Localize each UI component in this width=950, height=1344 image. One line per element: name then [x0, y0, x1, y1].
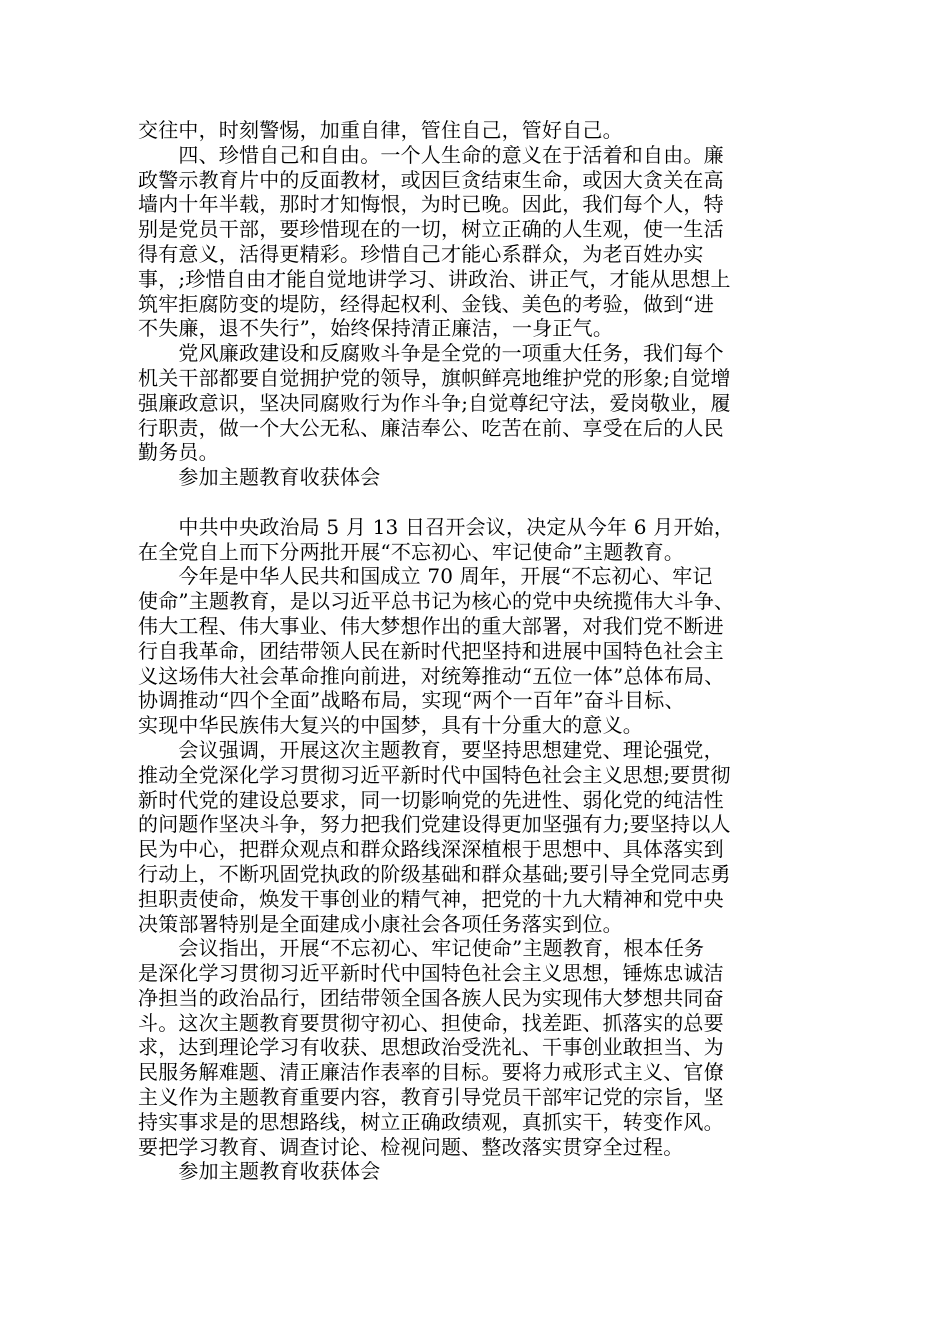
text-line: 担职责使命，焕发干事创业的精气神，把党的十九大精神和党中央	[138, 886, 724, 911]
document-page	[138, 118, 812, 1184]
text-line: 实现中华民族伟大复兴的中国梦，具有十分重大的意义。	[138, 713, 643, 738]
text-line: 推动全党深化学习贯彻习近平新时代中国特色社会主义思想;要贯彻	[138, 762, 731, 787]
section-heading: 参加主题教育收获体会	[138, 1159, 381, 1184]
text-line: 勤务员。	[138, 440, 219, 465]
text-line: 别是党员干部，要珍惜现在的一切，树立正确的人生观，使一生活	[138, 217, 724, 242]
text-line: 政警示教育片中的反面教材，或因巨贪结束生命，或因大贪关在高	[138, 167, 724, 192]
text-line: 强廉政意识，坚决同腐败行为作斗争;自觉尊纪守法，爱岗敬业，履	[138, 390, 731, 415]
text-line: 今年是中华人民共和国成立 70 周年，开展“不忘初心、牢记	[138, 564, 713, 589]
text-line: 得有意义，活得更精彩。珍惜自己才能心系群众，为老百姓办实	[138, 241, 704, 266]
text-line: 求，达到理论学习有收获、思想政治受洗礼、干事创业敢担当、为	[138, 1035, 724, 1060]
text-line: 会议指出，开展“不忘初心、牢记使命”主题教育，根本任务	[138, 936, 705, 961]
text-line: 持实事求是的思想路线，树立正确政绩观，真抓实干，转变作风。	[138, 1109, 724, 1134]
text-line: 在全党自上而下分两批开展“不忘初心、牢记使命”主题教育。	[138, 539, 685, 564]
text-line: 行自我革命，团结带领人民在新时代把坚持和进展中国特色社会主	[138, 638, 724, 663]
text-line: 义这场伟大社会革命推向前进，对统筹推动“五位一体”总体布局、	[138, 663, 725, 688]
text-line: 新时代党的建设总要求，同一切影响党的先进性、弱化党的纯洁性	[138, 787, 724, 812]
text-line: 机关干部都要自觉拥护党的领导，旗帜鲜亮地维护党的形象;自觉增	[138, 365, 731, 390]
text-line: 行动上，不断巩固党执政的阶级基础和群众基础;要引导全党同志勇	[138, 861, 731, 886]
text-block-1	[138, 118, 812, 490]
text-block-2	[138, 515, 812, 1185]
text-line: 行职责，做一个大公无私、廉洁奉公、吃苦在前、享受在后的人民	[138, 415, 724, 440]
text-line: 民服务解难题、清正廉洁作表率的目标。要将力戒形式主义、官僚	[138, 1060, 724, 1085]
text-line: 要把学习教育、调查讨论、检视问题、整改落实贯穿全过程。	[138, 1134, 684, 1159]
text-line: 四、珍惜自己和自由。一个人生命的意义在于活着和自由。廉	[138, 142, 724, 167]
text-line: 筑牢拒腐防变的堤防，经得起权利、金钱、美色的考验，做到“进	[138, 291, 715, 316]
text-line: 使命”主题教育，是以习近平总书记为核心的党中央统揽伟大斗争、	[138, 589, 735, 614]
text-line: 事，;珍惜自由才能自觉地讲学习、讲政治、讲正气，才能从思想上	[138, 266, 731, 291]
text-line: 会议强调，开展这次主题教育，要坚持思想建党、理论强党，	[138, 737, 724, 762]
blank-line	[138, 490, 812, 515]
text-line: 民为中心，把群众观点和群众路线深深植根于思想中、具体落实到	[138, 837, 724, 862]
text-line: 主义作为主题教育重要内容，教育引导党员干部牢记党的宗旨，坚	[138, 1085, 724, 1110]
text-line: 不失廉，退不失行”，始终保持清正廉洁，一身正气。	[138, 316, 614, 341]
text-line: 协调推动“四个全面”战略布局，实现“两个一百年”奋斗目标、	[138, 688, 685, 713]
text-line: 决策部署特别是全面建成小康社会各项任务落实到位。	[138, 911, 623, 936]
text-line: 党风廉政建设和反腐败斗争是全党的一项重大任务，我们每个	[138, 341, 724, 366]
section-heading: 参加主题教育收获体会	[138, 465, 381, 490]
text-line: 的问题作坚决斗争，努力把我们党建设得更加坚强有力;要坚持以人	[138, 812, 731, 837]
text-line: 是深化学习贯彻习近平新时代中国特色社会主义思想，锤炼忠诚洁	[138, 961, 724, 986]
text-line: 墙内十年半载，那时才知悔恨，为时已晚。因此，我们每个人，特	[138, 192, 724, 217]
text-line: 中共中央政治局 5 月 13 日召开会议，决定从今年 6 月开始，	[138, 514, 735, 539]
text-line: 净担当的政治品行，团结带领全国各族人民为实现伟大梦想共同奋	[138, 985, 724, 1010]
text-line: 伟大工程、伟大事业、伟大梦想作出的重大部署，对我们党不断进	[138, 613, 724, 638]
text-line: 交往中，时刻警惕，加重自律，管住自己，管好自己。	[138, 118, 623, 142]
text-line: 斗。这次主题教育要贯彻守初心、担使命，找差距、抓落实的总要	[138, 1010, 724, 1035]
